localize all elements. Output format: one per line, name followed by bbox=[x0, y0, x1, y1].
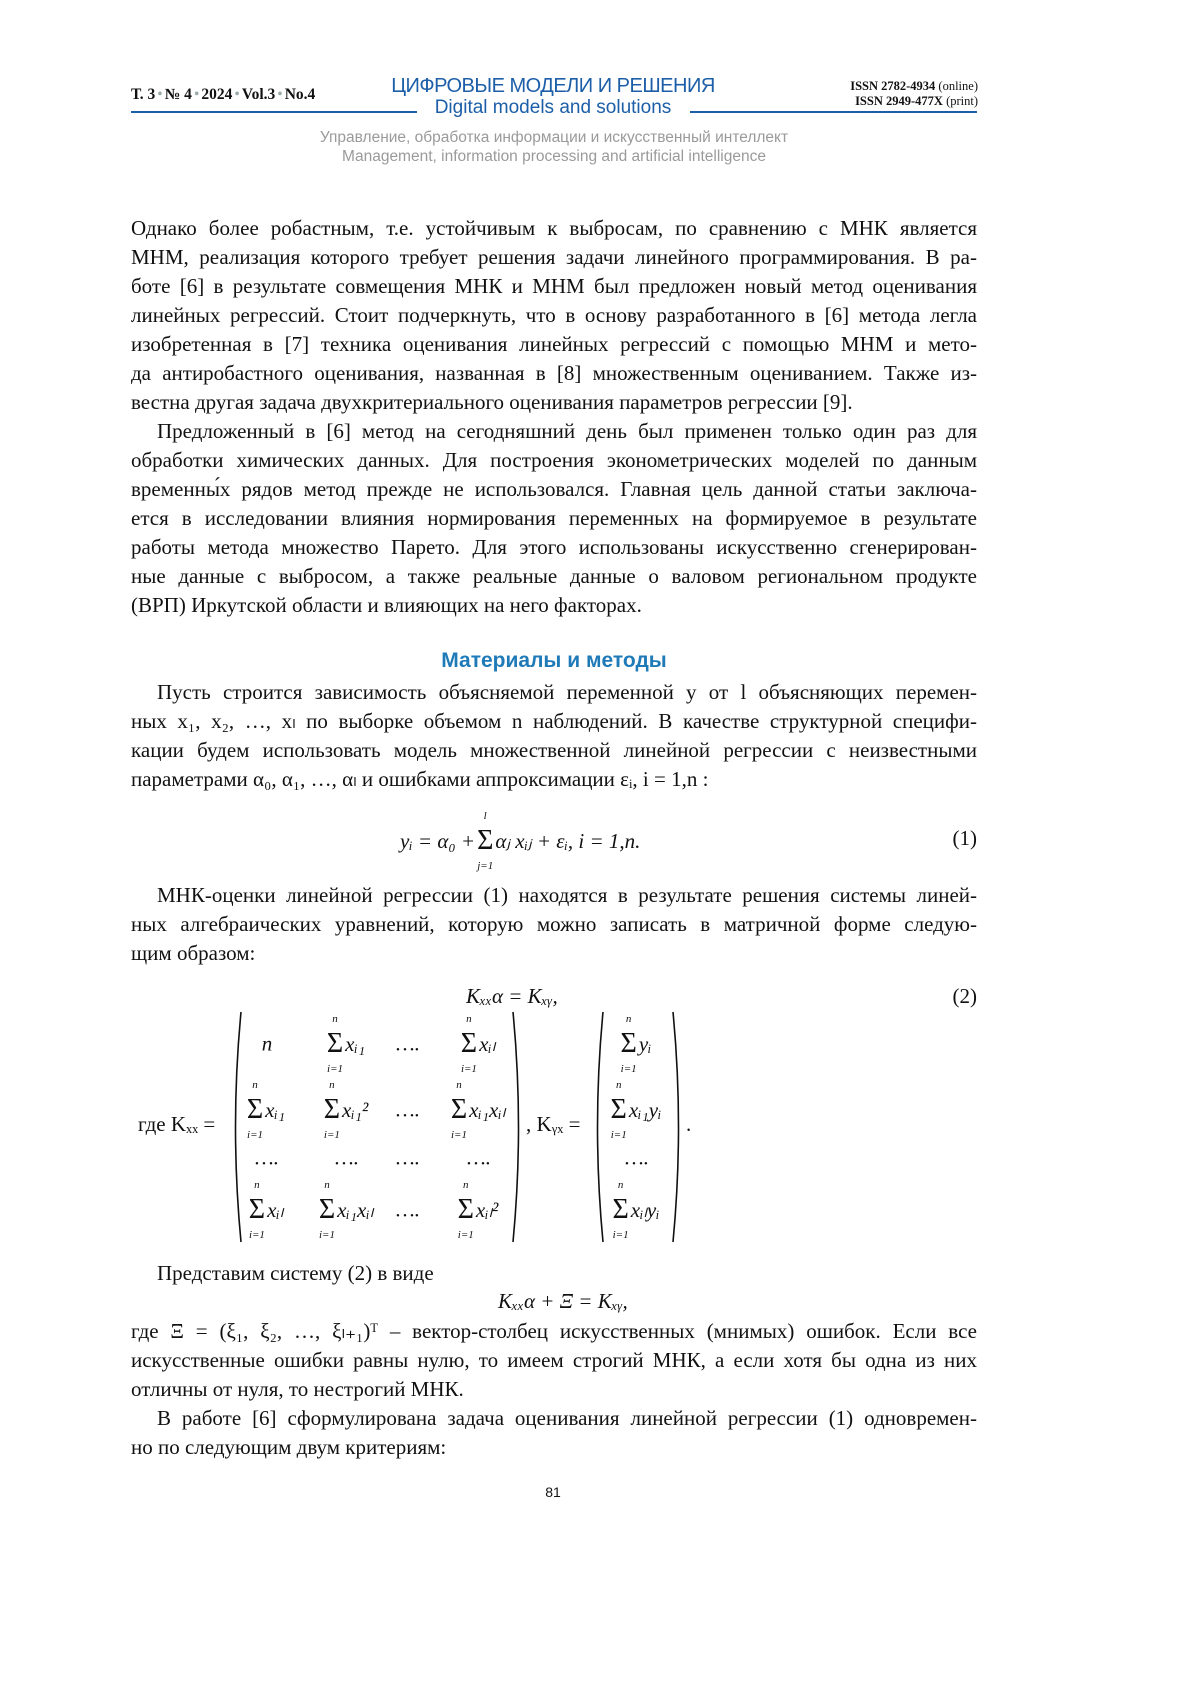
issn-print-label: (print) bbox=[946, 94, 978, 108]
matrix-cell bbox=[465, 1146, 491, 1171]
journal-title-en: Digital models and solutions bbox=[391, 98, 715, 118]
sum-symbol: n Σ i=1 bbox=[458, 1179, 474, 1241]
issue-info: Т. 3 • № 4 • 2024 • Vol.3 • No.4 bbox=[131, 86, 315, 104]
text-line: МНМ, реализация которого требует решения задачи линейного программирования. В ра- bbox=[131, 243, 977, 272]
sum-upper: n bbox=[463, 1179, 469, 1191]
paragraph bbox=[131, 1317, 977, 1404]
issue-en: No.4 bbox=[285, 86, 316, 103]
sum-upper: n bbox=[626, 1013, 632, 1025]
text-line: Представим систему (2) в виде bbox=[131, 1259, 977, 1288]
text-line: МНК-оценки линейной регрессии (1) находятся в результате решения системы линей- bbox=[131, 881, 977, 910]
kxx-label: где Kₓₓ = bbox=[138, 1112, 215, 1137]
section-heading: Материалы и методы bbox=[131, 648, 977, 674]
sum-upper: n bbox=[618, 1179, 624, 1191]
cell-term: xᵢ₁ bbox=[265, 1098, 285, 1123]
matrix-cell bbox=[327, 1013, 365, 1075]
eq1-lhs: yᵢ = α₀ + bbox=[400, 829, 475, 854]
matrix-cell bbox=[451, 1079, 505, 1141]
text-line: где Ξ = (ξ₁, ξ₂, …, ξₗ₊₁)ᵀ – вектор-столбец искусственных (мнимых) ошибок. Если все bbox=[131, 1317, 977, 1346]
issn-online-label: (online) bbox=[938, 79, 978, 93]
cell-term: xᵢₗ² bbox=[476, 1198, 498, 1223]
sum-symbol: n Σ i=1 bbox=[319, 1179, 335, 1241]
issn-online: ISSN 2782-4934 bbox=[850, 79, 935, 93]
text-line: щим образом: bbox=[131, 939, 977, 968]
paragraph bbox=[131, 678, 977, 794]
cell-term: xᵢₗ bbox=[267, 1198, 283, 1223]
matrix-cell bbox=[333, 1146, 359, 1171]
sum-symbol: n Σ i=1 bbox=[461, 1013, 477, 1075]
sum-lower: i=1 bbox=[319, 1229, 335, 1241]
header-rule-right bbox=[690, 111, 977, 113]
matrix-cell bbox=[319, 1179, 373, 1241]
sum-lower: i=1 bbox=[621, 1063, 637, 1075]
text-line: отличны от нуля, то нестрогий МНК. bbox=[131, 1375, 977, 1404]
issn-block bbox=[850, 79, 978, 109]
sum-symbol: n Σ i=1 bbox=[327, 1013, 343, 1075]
text-line: ных x₁, x₂, …, xₗ по выборке объемом n наблюдений. В качестве структурной специфи- bbox=[131, 707, 977, 736]
sum-upper: n bbox=[616, 1079, 622, 1091]
matrix-cell bbox=[253, 1146, 279, 1171]
sum-lower: i=1 bbox=[324, 1129, 340, 1141]
year: 2024 bbox=[201, 86, 232, 103]
cell-term: …. bbox=[396, 1032, 420, 1057]
cell-term: xᵢₗ bbox=[479, 1032, 495, 1057]
text-line: обработки химических данных. Для построения эконометрических моделей по данным bbox=[131, 446, 977, 475]
sum-symbol: n Σ i=1 bbox=[451, 1079, 467, 1141]
cell-term: …. bbox=[255, 1146, 279, 1171]
text-line: временны́х рядов метод прежде не использовался. Главная цель данной статьи заключа- bbox=[131, 475, 977, 504]
cell-term: xᵢ₁² bbox=[342, 1098, 368, 1123]
text-line: кации будем использовать модель множественной линейной регрессии с неизвестными bbox=[131, 736, 977, 765]
text-line: Предложенный в [6] метод на сегодняшний день был применен только один раз для bbox=[131, 417, 977, 446]
sum-lower: i=1 bbox=[458, 1229, 474, 1241]
paragraph bbox=[131, 214, 977, 417]
sum-upper: n bbox=[456, 1079, 462, 1091]
sum-upper: n bbox=[332, 1013, 338, 1025]
sum-symbol: n Σ i=1 bbox=[249, 1179, 265, 1241]
cell-term: xᵢ₁xᵢₗ bbox=[337, 1198, 373, 1223]
equation-2-number: (2) bbox=[953, 984, 978, 1009]
text-line: (ВРП) Иркутской области и влияющих на него факторах. bbox=[131, 591, 977, 620]
volume-ru: Т. 3 bbox=[131, 86, 155, 103]
cell-term: xᵢ₁xᵢₗ bbox=[469, 1098, 505, 1123]
sum-upper: n bbox=[466, 1013, 472, 1025]
text-line: В работе [6] сформулирована задача оценивания линейной регрессии (1) одновремен- bbox=[131, 1404, 977, 1433]
sum-lower: i=1 bbox=[247, 1129, 263, 1141]
matrix-cell bbox=[461, 1013, 495, 1075]
sum-symbol: n Σ i=1 bbox=[324, 1079, 340, 1141]
matrix-cell bbox=[260, 1032, 273, 1057]
matrix-cell bbox=[623, 1146, 649, 1171]
text-line: но по следующим двум критериям: bbox=[131, 1433, 977, 1462]
text-line: Пусть строится зависимость объясняемой переменной y от l объясняющих перемен- bbox=[131, 678, 977, 707]
cell-term: …. bbox=[396, 1146, 420, 1171]
paragraph bbox=[131, 881, 977, 968]
cell-term: xᵢ₁ bbox=[345, 1032, 365, 1057]
cell-term: n bbox=[262, 1032, 273, 1057]
sum-lower: i=1 bbox=[327, 1063, 343, 1075]
sum-upper: n bbox=[329, 1079, 335, 1091]
equation-2: Kₓₓα = Kₓᵧ, bbox=[466, 984, 558, 1009]
matrix-cell bbox=[611, 1079, 662, 1141]
header-rule-left bbox=[131, 111, 417, 113]
sum-lower: i=1 bbox=[611, 1129, 627, 1141]
sum-upper: l bbox=[484, 810, 487, 822]
section-ru: Управление, обработка информации и искусственный интеллект bbox=[131, 128, 977, 147]
paragraph bbox=[131, 1259, 977, 1288]
page bbox=[0, 0, 1200, 1697]
sum-symbol: n Σ i=1 bbox=[621, 1013, 637, 1075]
sum-symbol: n Σ i=1 bbox=[247, 1079, 263, 1141]
kyx-right-paren bbox=[670, 1010, 686, 1244]
equation-1-number: (1) bbox=[953, 826, 978, 851]
cell-term: …. bbox=[625, 1146, 649, 1171]
text-line: изобретенная в [7] техника оценивания линейных регрессий с помощью МНМ и мето- bbox=[131, 330, 977, 359]
matrix-period: . bbox=[686, 1112, 691, 1137]
volume-en: Vol.3 bbox=[242, 86, 275, 103]
kxx-right-paren bbox=[510, 1010, 526, 1244]
section-title bbox=[131, 128, 977, 166]
equation-3: Kₓₓα + Ξ = Kₓᵧ, bbox=[498, 1289, 628, 1314]
cell-term: xᵢₗyᵢ bbox=[631, 1198, 660, 1223]
issn-print: ISSN 2949-477X bbox=[855, 94, 943, 108]
text-line: вестна другая задача двухкритериального оценивания параметров регрессии [9]. bbox=[131, 388, 977, 417]
matrix-cell bbox=[394, 1198, 420, 1223]
sum-symbol: n Σ i=1 bbox=[611, 1079, 627, 1141]
text-line: ется в исследовании влияния нормирования переменных на формируемое в результате bbox=[131, 504, 977, 533]
text-line: работы метода множество Парето. Для этого использованы искусственно сгенерирован- bbox=[131, 533, 977, 562]
matrix-cell bbox=[249, 1179, 283, 1241]
matrix-cell bbox=[394, 1098, 420, 1123]
matrix-cell bbox=[621, 1013, 652, 1075]
text-line: искусственные ошибки равны нулю, то имеем строгий МНК, а если хотя бы одна из них bbox=[131, 1346, 977, 1375]
eq1-sum: l Σ j=1 bbox=[477, 810, 493, 872]
matrix-cell bbox=[247, 1079, 285, 1141]
cell-term: …. bbox=[396, 1098, 420, 1123]
text-line: линейных регрессий. Стоит подчеркнуть, что в основу разработанного в [6] метода легла bbox=[131, 301, 977, 330]
cell-term: yᵢ bbox=[639, 1032, 652, 1057]
sum-upper: n bbox=[252, 1079, 258, 1091]
text-line: параметрами α₀, α₁, …, αₗ и ошибками аппроксимации εᵢ, i = 1,n : bbox=[131, 765, 977, 794]
paragraph bbox=[131, 417, 977, 620]
equation-1 bbox=[400, 810, 640, 872]
text-line: ных алгебраических уравнений, которую можно записать в матричной форме следую- bbox=[131, 910, 977, 939]
section-en: Management, information processing and artificial intelligence bbox=[131, 147, 977, 166]
matrix-cell bbox=[394, 1146, 420, 1171]
sum-upper: n bbox=[254, 1179, 260, 1191]
journal-title bbox=[391, 74, 715, 118]
matrix-cell bbox=[394, 1032, 420, 1057]
sum-lower: i=1 bbox=[451, 1129, 467, 1141]
matrix-cell bbox=[324, 1079, 369, 1141]
issue-ru: № 4 bbox=[165, 86, 192, 103]
sum-lower: i=1 bbox=[461, 1063, 477, 1075]
journal-title-ru: ЦИФРОВЫЕ МОДЕЛИ И РЕШЕНИЯ bbox=[391, 74, 715, 98]
sum-lower: i=1 bbox=[249, 1229, 265, 1241]
kyx-label: , Kᵧₓ = bbox=[526, 1112, 580, 1137]
paragraph bbox=[131, 1404, 977, 1462]
kxx-left-paren bbox=[228, 1010, 244, 1244]
sum-symbol: n Σ i=1 bbox=[612, 1179, 628, 1241]
eq1-rhs: αⱼ xᵢⱼ + εᵢ, i = 1,n. bbox=[495, 829, 640, 854]
text-line: да антиробастного оценивания, названная в [8] множественным оцениванием. Также из- bbox=[131, 359, 977, 388]
matrix-cell bbox=[458, 1179, 499, 1241]
kyx-left-paren bbox=[590, 1010, 606, 1244]
cell-term: …. bbox=[396, 1198, 420, 1223]
cell-term: …. bbox=[467, 1146, 491, 1171]
sum-lower: i=1 bbox=[613, 1229, 629, 1241]
cell-term: xᵢ₁yᵢ bbox=[629, 1098, 662, 1123]
matrix-cell bbox=[612, 1179, 659, 1241]
text-line: Однако более робастным, т.е. устойчивым к выбросам, по сравнению с МНК является bbox=[131, 214, 977, 243]
sum-upper: n bbox=[324, 1179, 330, 1191]
cell-term: …. bbox=[335, 1146, 359, 1171]
text-line: боте [6] в результате совмещения МНК и МНМ был предложен новый метод оценивания bbox=[131, 272, 977, 301]
text-line: ные данные с выбросом, а также реальные данные о валовом региональном продукте bbox=[131, 562, 977, 591]
sum-lower: j=1 bbox=[477, 860, 493, 872]
page-number: 81 bbox=[0, 1484, 1106, 1500]
